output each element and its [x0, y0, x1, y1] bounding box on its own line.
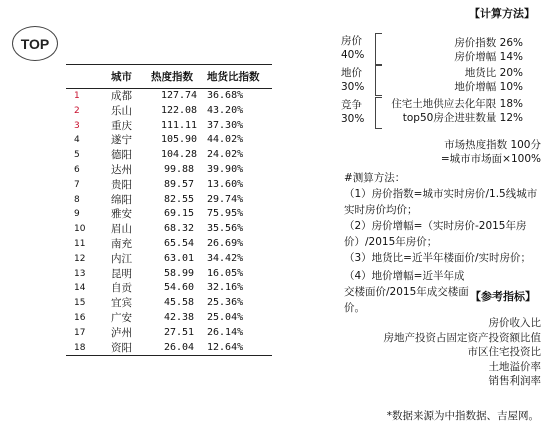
heat-index-cell: 82.55 [163, 193, 195, 205]
formula-line-1: 市场热度指数 100分 [444, 139, 541, 151]
city-cell: 南充 [111, 237, 132, 250]
reference-title: 【参考指标】 [470, 290, 536, 303]
formula-line-2: =城市市场面×100% [440, 153, 541, 165]
city-cell: 贵阳 [111, 178, 132, 191]
group-weight-price: 40% [341, 49, 365, 61]
land-price-ratio-cell: 12.64% [207, 341, 272, 356]
item-land-ratio: 地货比 20% [464, 67, 523, 79]
header-heat-index: 热度指数 [151, 65, 207, 89]
land-price-ratio-cell: 26.69% [207, 237, 244, 249]
rank-cell: 15 [74, 298, 86, 309]
land-price-ratio-cell: 75.95% [207, 208, 244, 220]
heat-index-cell: 45.58 [163, 297, 195, 309]
group-weight-land: 30% [341, 81, 365, 93]
heat-index-cell: 54.60 [163, 282, 195, 294]
heat-index-cell: 105.90 [160, 134, 198, 146]
item-price-index: 房价指数 26% [454, 37, 523, 49]
reference-list [301, 316, 541, 389]
table-row [66, 341, 272, 356]
city-cell: 眉山 [111, 223, 132, 236]
header-city: 城市 [111, 65, 151, 89]
rank-cell: 4 [74, 135, 80, 146]
table-row [66, 178, 272, 193]
rank-cell: 13 [74, 268, 86, 279]
method-title: 【计算方法】 [469, 7, 535, 20]
rank-cell: 8 [74, 194, 80, 205]
table-row [66, 252, 272, 267]
land-price-ratio-cell: 13.60% [207, 178, 244, 190]
rank-cell: 1 [74, 91, 80, 101]
land-price-ratio-cell: 34.42% [207, 252, 244, 264]
land-price-ratio-cell: 25.04% [207, 311, 244, 323]
item-price-growth: 房价增幅 14% [454, 51, 523, 63]
land-price-ratio-cell: 44.02% [207, 134, 244, 146]
header-land-price-ratio: 地货比指数 [207, 65, 272, 89]
table-row [66, 326, 272, 341]
measure-title: #测算方法： [344, 172, 406, 184]
city-cell: 绵阳 [111, 193, 132, 206]
rank-cell: 5 [74, 150, 80, 161]
city-cell: 乐山 [111, 104, 132, 117]
reference-item: 市区住宅投资比 [467, 346, 541, 358]
item-top50-developers: top50房企进驻数量 12% [402, 112, 523, 124]
city-cell: 遂宁 [111, 134, 132, 147]
top-badge: TOP [12, 26, 58, 61]
measure-line-3: （3）地货比=近半年楼面价/实时房价； [344, 252, 532, 264]
rank-cell: 9 [74, 209, 80, 220]
land-price-ratio-cell: 16.05% [207, 267, 244, 279]
reference-item: 房价收入比 [488, 317, 541, 329]
city-cell: 成都 [111, 90, 132, 102]
city-cell: 昆明 [111, 267, 132, 280]
heat-index-cell: 104.28 [160, 149, 198, 161]
measure-line-2: （2）房价增幅=（实时房价-2015年房价）/2015年房价； [344, 220, 527, 248]
table-row [66, 163, 272, 178]
table-row [66, 119, 272, 134]
item-land-growth: 地价增幅 10% [454, 81, 523, 93]
rank-cell: 11 [74, 238, 86, 249]
land-price-ratio-cell: 43.20% [207, 104, 244, 116]
city-cell: 内江 [111, 252, 132, 265]
heat-index-cell: 89.57 [163, 178, 195, 190]
group-name-land: 地价 [341, 67, 362, 79]
heat-index-cell: 63.01 [163, 252, 195, 264]
heat-index-cell: 111.11 [160, 119, 198, 131]
table-row [66, 267, 272, 282]
reference-item: 土地溢价率 [488, 360, 541, 373]
city-cell: 达州 [111, 163, 132, 176]
land-price-ratio-cell: 37.30% [207, 119, 244, 131]
city-cell: 德阳 [111, 149, 132, 162]
heat-index-cell: 99.88 [163, 163, 195, 175]
table-row [66, 296, 272, 311]
table-row [66, 133, 272, 148]
rank-cell: 7 [74, 179, 80, 190]
rank-cell: 14 [74, 283, 86, 294]
rank-cell: 2 [74, 105, 80, 116]
table-row [66, 237, 272, 252]
rank-cell: 18 [66, 341, 111, 356]
city-cell: 泸州 [111, 326, 132, 339]
heat-index-cell: 42.38 [163, 311, 195, 323]
land-price-ratio-cell: 29.74% [207, 193, 244, 205]
land-price-ratio-cell: 36.68% [207, 90, 244, 101]
item-supply-years: 住宅土地供应去化年限 18% [391, 98, 523, 110]
table-row [66, 104, 272, 119]
land-price-ratio-cell: 35.56% [207, 223, 244, 235]
measure-line-4: （4）地价增幅=近半年成交楼面价/2015年成交楼面价。 [344, 270, 469, 314]
table-row [66, 207, 272, 222]
table-body [66, 89, 272, 356]
table-row [66, 311, 272, 326]
land-price-ratio-cell: 24.02% [207, 149, 244, 161]
heat-index-cell: 69.15 [163, 208, 195, 220]
heat-index-cell: 27.51 [163, 326, 195, 338]
table-row [66, 281, 272, 296]
table-row [66, 89, 272, 104]
city-cell: 宜宾 [111, 297, 132, 310]
reference-item: 销售利润率 [488, 375, 541, 387]
heat-index-cell: 65.54 [163, 237, 195, 249]
rank-cell: 17 [74, 327, 86, 338]
rank-cell: 6 [74, 164, 80, 175]
heat-index-cell: 68.32 [163, 223, 195, 235]
city-cell: 自贡 [111, 282, 132, 295]
rank-cell: 3 [74, 120, 80, 131]
table-header-row [66, 65, 272, 89]
group-weight-competition: 30% [341, 113, 365, 125]
table-row [66, 148, 272, 163]
reference-item: 房地产投资占固定资产投资额比值 [383, 331, 541, 344]
city-cell: 雅安 [111, 208, 132, 221]
heat-index-cell: 127.74 [160, 90, 198, 101]
city-cell: 资阳 [111, 341, 151, 356]
city-cell: 广安 [111, 311, 132, 324]
land-price-ratio-cell: 26.14% [207, 326, 244, 338]
table-row [66, 222, 272, 237]
rank-cell: 16 [74, 312, 86, 323]
data-source-note: *数据来源为中指数据、吉屋网。 [386, 410, 539, 422]
group-name-price: 房价 [341, 35, 362, 47]
heat-index-cell: 26.04 [151, 341, 207, 356]
land-price-ratio-cell: 39.90% [207, 163, 244, 175]
brace-price [375, 33, 382, 65]
rank-cell: 10 [74, 224, 86, 235]
heat-index-cell: 58.99 [163, 267, 195, 279]
heat-index-cell: 122.08 [160, 104, 198, 116]
city-cell: 重庆 [111, 119, 132, 132]
measure-line-1: （1）房价指数=城市实时房价/1.5线城市实时房价均价； [344, 188, 538, 216]
brace-land [375, 65, 382, 96]
brace-competition [375, 97, 382, 129]
city-ranking-table [66, 64, 272, 356]
rank-cell: 12 [74, 253, 86, 264]
table-row [66, 193, 272, 208]
land-price-ratio-cell: 25.36% [207, 297, 244, 309]
land-price-ratio-cell: 32.16% [207, 282, 244, 294]
group-name-competition: 竞争 [341, 99, 362, 111]
